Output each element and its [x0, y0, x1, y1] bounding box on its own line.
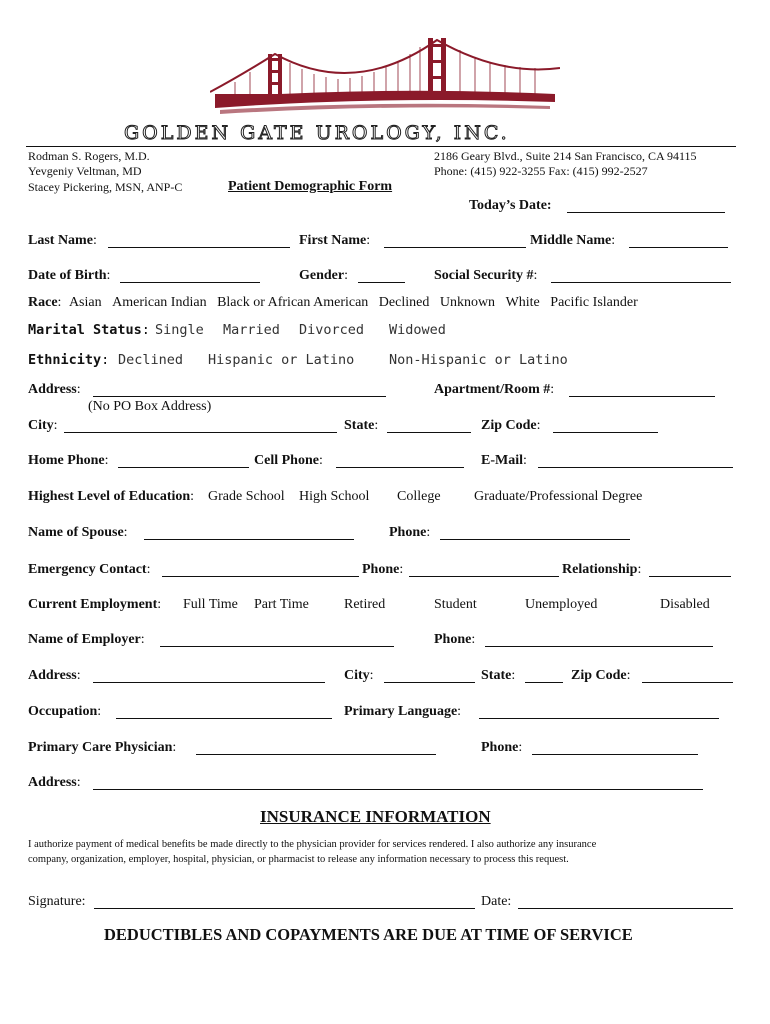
signature-label: Signature:	[28, 894, 86, 909]
education-label: Highest Level of Education:	[28, 489, 195, 504]
employer-state-label: State:	[481, 668, 516, 683]
middle-name-field[interactable]	[629, 233, 728, 248]
clinic-phone-fax: Phone: (415) 922-3255 Fax: (415) 992-2527	[434, 164, 648, 178]
education-option-college[interactable]: College	[397, 489, 441, 504]
zip-label: Zip Code:	[481, 418, 541, 433]
primary-language-field[interactable]	[479, 704, 719, 719]
education-option-high-school[interactable]: High School	[299, 489, 370, 504]
employment-option-part-time[interactable]: Part Time	[254, 597, 309, 612]
employer-city-label: City:	[344, 668, 374, 683]
ethnicity-option-declined[interactable]: Declined	[118, 352, 184, 368]
race-row: Race: Asian American Indian Black or African American Declined Unknown White Pacific Islander	[28, 295, 638, 310]
employment-label: Current Employment:	[28, 597, 162, 612]
pcp-address-field[interactable]	[93, 775, 703, 790]
gender-label: Gender:	[299, 268, 348, 283]
header-rule	[26, 146, 736, 147]
employer-zip-label: Zip Code:	[571, 668, 631, 683]
employer-city-field[interactable]	[384, 668, 475, 683]
city-field[interactable]	[64, 418, 337, 433]
race-option-unknown[interactable]: Unknown	[439, 295, 496, 310]
emergency-contact-field[interactable]	[162, 562, 359, 577]
golden-gate-bridge-logo	[210, 36, 560, 128]
race-option-american-indian[interactable]: American Indian	[112, 295, 207, 310]
home-phone-field[interactable]	[118, 453, 249, 468]
marital-option-divorced[interactable]: Divorced	[299, 322, 365, 338]
emergency-phone-field[interactable]	[409, 562, 559, 577]
email-label: E-Mail:	[481, 453, 527, 468]
last-name-field[interactable]	[108, 233, 290, 248]
address-field[interactable]	[93, 382, 386, 397]
doctor-name: Yevgeniy Veltman, MD	[28, 164, 142, 178]
pcp-address-label: Address:	[28, 775, 81, 790]
ssn-field[interactable]	[551, 268, 731, 283]
insurance-authorization: I authorize payment of medical benefits be made directly to the physician provider for services rendered. I also authorize any insurance	[28, 839, 597, 850]
marital-option-single[interactable]: Single	[155, 322, 204, 338]
emergency-phone-label: Phone:	[362, 562, 404, 577]
signature-date-field[interactable]	[518, 894, 733, 909]
marital-option-widowed[interactable]: Widowed	[389, 322, 446, 338]
last-name-label: Last Name:	[28, 233, 97, 248]
todays-date-label: Today’s Date:	[469, 198, 552, 213]
first-name-label: First Name:	[299, 233, 371, 248]
relationship-label: Relationship:	[562, 562, 642, 577]
cell-phone-label: Cell Phone:	[254, 453, 323, 468]
home-phone-label: Home Phone:	[28, 453, 109, 468]
email-field[interactable]	[538, 453, 733, 468]
spouse-phone-label: Phone:	[389, 525, 431, 540]
employer-phone-label: Phone:	[434, 632, 476, 647]
first-name-field[interactable]	[384, 233, 526, 248]
employment-option-disabled[interactable]: Disabled	[660, 597, 710, 612]
pcp-phone-field[interactable]	[532, 740, 698, 755]
race-option-black[interactable]: Black or African American	[217, 295, 369, 310]
occupation-field[interactable]	[116, 704, 332, 719]
doctor-name: Rodman S. Rogers, M.D.	[28, 149, 150, 163]
form-title: Patient Demographic Form	[228, 179, 393, 194]
race-option-asian[interactable]: Asian	[68, 295, 102, 310]
pcp-field[interactable]	[196, 740, 436, 755]
company-name: GOLDEN GATE UROLOGY, INC.	[124, 122, 510, 144]
apartment-label: Apartment/Room #:	[434, 382, 555, 397]
middle-name-label: Middle Name:	[530, 233, 616, 248]
employer-address-label: Address:	[28, 668, 81, 683]
state-field[interactable]	[387, 418, 471, 433]
employer-state-field[interactable]	[525, 668, 563, 683]
todays-date-field[interactable]	[567, 198, 725, 213]
state-label: State:	[344, 418, 379, 433]
relationship-field[interactable]	[649, 562, 731, 577]
race-option-white[interactable]: White	[505, 295, 540, 310]
insurance-heading: INSURANCE INFORMATION	[260, 807, 491, 826]
race-label: Race	[28, 295, 58, 310]
race-option-pacific-islander[interactable]: Pacific Islander	[550, 295, 638, 310]
spouse-label: Name of Spouse:	[28, 525, 128, 540]
zip-field[interactable]	[553, 418, 658, 433]
education-option-grade-school[interactable]: Grade School	[208, 489, 285, 504]
ethnicity-option-non-hispanic[interactable]: Non-Hispanic or Latino	[389, 352, 568, 368]
race-option-declined[interactable]: Declined	[378, 295, 430, 310]
address-label: Address:	[28, 382, 81, 397]
signature-field[interactable]	[94, 894, 475, 909]
primary-language-label: Primary Language:	[344, 704, 462, 719]
marital-status-label: Marital Status:	[28, 322, 150, 338]
dob-label: Date of Birth:	[28, 268, 111, 283]
no-po-box-note: (No PO Box Address)	[88, 399, 212, 414]
dob-field[interactable]	[120, 268, 260, 283]
employment-option-retired[interactable]: Retired	[344, 597, 386, 612]
ethnicity-option-hispanic[interactable]: Hispanic or Latino	[208, 352, 355, 368]
employment-option-student[interactable]: Student	[434, 597, 477, 612]
doctor-name: Stacey Pickering, MSN, ANP-C	[28, 180, 183, 194]
employer-address-field[interactable]	[93, 668, 325, 683]
apartment-field[interactable]	[569, 382, 715, 397]
education-option-graduate[interactable]: Graduate/Professional Degree	[474, 489, 643, 504]
clinic-address: 2186 Geary Blvd., Suite 214 San Francisco, CA 94115	[434, 149, 697, 163]
deductibles-notice: DEDUCTIBLES AND COPAYMENTS ARE DUE AT TIME OF SERVICE	[104, 925, 633, 944]
pcp-label: Primary Care Physician:	[28, 740, 177, 755]
cell-phone-field[interactable]	[336, 453, 464, 468]
employment-option-unemployed[interactable]: Unemployed	[525, 597, 598, 612]
spouse-field[interactable]	[144, 525, 354, 540]
occupation-label: Occupation:	[28, 704, 102, 719]
ssn-label: Social Security #:	[434, 268, 538, 283]
city-label: City:	[28, 418, 58, 433]
employer-label: Name of Employer:	[28, 632, 145, 647]
spouse-phone-field[interactable]	[440, 525, 630, 540]
employment-option-full-time[interactable]: Full Time	[183, 597, 238, 612]
insurance-authorization: company, organization, employer, hospital, physician, or pharmacist to release any information necessary to process this request.	[28, 854, 569, 865]
gender-field[interactable]	[358, 268, 405, 283]
marital-option-married[interactable]: Married	[223, 322, 280, 338]
pcp-phone-label: Phone:	[481, 740, 523, 755]
emergency-contact-label: Emergency Contact:	[28, 562, 151, 577]
ethnicity-label: Ethnicity:	[28, 352, 110, 368]
employer-zip-field[interactable]	[642, 668, 733, 683]
employer-field[interactable]	[160, 632, 394, 647]
employer-phone-field[interactable]	[485, 632, 713, 647]
signature-date-label: Date:	[481, 894, 512, 909]
